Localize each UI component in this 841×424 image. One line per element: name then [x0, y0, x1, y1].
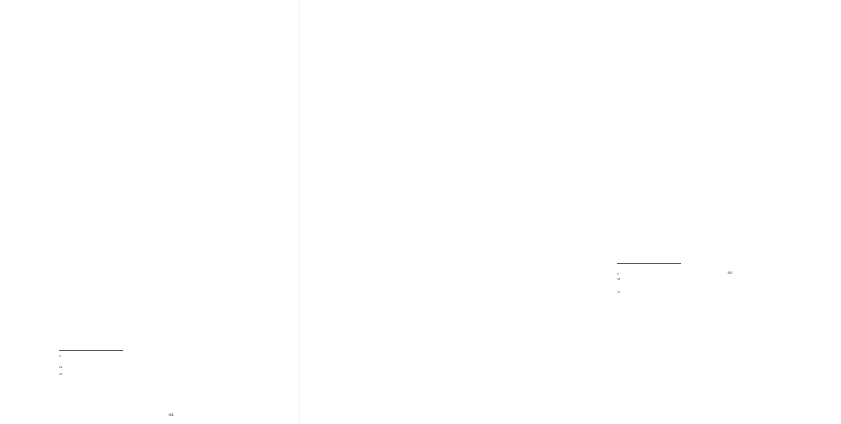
footnote-number: 25: [59, 372, 63, 376]
left-page: [0, 0, 300, 424]
right-footnote-rule: [617, 263, 681, 264]
footnote: [59, 373, 283, 379]
left-page-number: 84: [168, 412, 174, 417]
footnote-number: 24: [59, 366, 63, 370]
footnote-number: 26: [617, 278, 621, 282]
footnote-marker: *: [617, 272, 619, 278]
left-page-body: [59, 15, 283, 346]
footnote-number: 27: [617, 290, 621, 294]
footnote: [617, 291, 841, 297]
footnote-marker: *: [59, 354, 61, 359]
left-footnotes: [59, 354, 283, 379]
right-page-body: [617, 15, 841, 259]
right-page-number: 85: [727, 270, 733, 275]
left-footnote-rule: [59, 350, 123, 351]
right-page: [300, 0, 733, 424]
